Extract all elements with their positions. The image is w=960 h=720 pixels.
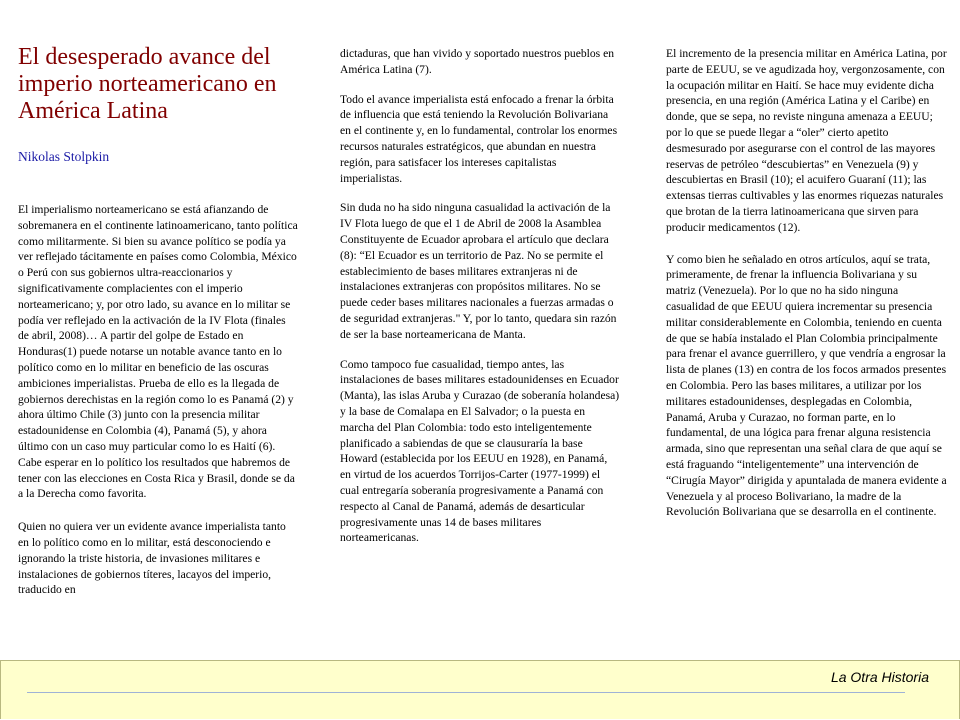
footer-divider	[27, 692, 905, 693]
paragraph: Como tampoco fue casualidad, tiempo antes, las instalaciones de bases militares estadounidenses en Ecuador (Manta), las islas Aruba y Curazao (de soberanía holandesa) y la base de Comalapa en El Salvador; o la puesta en marcha del Plan Colombia: todo esto inteligentemente planificado a sabiendas de que se clausuraría la base Howard (establecida por los EEUU en 1928), en Panamá, en virtud de los acuerdos Torrijos-Carter (1977-1999) el cual entregaría soberanía progresivamente a Panamá con respecto al Canal de Panamá, además de desarticular progresivamente unas 14 de bases militares norteamericanas.	[340, 357, 620, 545]
author-name: Nikolas Stolpkin	[18, 149, 110, 164]
paragraph: El imperialismo norteamericano se está afianzando de sobremanera en el continente latinoamericano, tanto política como militarmente. Si bien su avance político se podía ya ver reflejado tácitamente en países como Colombia, México o Perú con sus gobiernos ultra-reaccionarios y significativamente complacientes con el imperio norteamericano; y, por otro lado, su avance en lo militar se podía ver reflejado en la activación de la IV Flota (finales de abril, 2008)… A partir del golpe de Estado en Honduras(1) puede notarse un notable avance tanto en lo político como en lo militar en beneficio de las oscuras ambiciones imperialistas. Prueba de ello es la llegada de gobiernos derechistas en la región como lo es Panamá (2) y ahora último Chile (3) junto con la presencia militar estadounidense en Colombia (4), Panamá (5), y ahora último con un caso muy particular como lo es Haití (6). Cabe esperar en lo político los resultados que habremos de tener con las elecciones en Costa Rica y Brasil, donde se da a la Derecha como favorita.	[18, 203, 298, 501]
article-title: El desesperado avance del imperio norteamericano en América Latina	[18, 44, 277, 124]
column-2	[340, 46, 620, 546]
paragraph: Todo el avance imperialista está enfocado a frenar la órbita de influencia que está teniendo la Revolución Bolivariana en el continente y, en lo fundamental, controlar los enormes recursos naturales estratégicos, que abundan en nuestra región, para satisfacer los intereses capitalistas imperialistas.	[340, 92, 618, 185]
column-3	[666, 46, 948, 520]
column-1	[18, 202, 298, 598]
paragraph: dictaduras, que han vivido y soportado nuestros pueblos en América Latina (7).	[340, 47, 615, 76]
footer-label: La Otra Historia	[830, 669, 929, 685]
paragraph: Sin duda no ha sido ninguna casualidad la activación de la IV Flota luego de que el 1 de Abril de 2008 la Asamblea Constituyente de Ecuador aprobara el artículo que declara (8): “El Ecuador es un territorio de Paz. No se permite el establecimiento de bases militares extranjeras ni de instalaciones extranjeras con propósitos militares. No se puede ceder bases militares nacionales a fuerzas armadas o de seguridad extranjeras." Y, por lo tanto, quedara sin razón de ser la base norteamericana de Manta.	[340, 201, 617, 341]
footer-bar	[0, 660, 960, 719]
paragraph: Y como bien he señalado en otros artículos, aquí se trata, primeramente, de frenar la influencia Bolivariana y su matriz (Venezuela). Por lo que no ha sido ninguna casualidad de que EEUU quiera incrementar su presencia militar considerablemente en Colombia, teniendo en cuenta de que se había instalado el Plan Colombia principalmente para frenar el avance guerrillero, y que vendría a engrosar la lista de planes (13) en contra de los focos armados presentes en Colombia. Pero las bases militares, a utilizar por los militares estadounidenses, desplegadas en Colombia, Panamá, Aruba y Curazao, no forman parte, en lo fundamental, de una lógica para frenar alguna resistencia armada, sino que representan una señal clara de que aquí se está fraguando “inteligentemente” una intervención de “Cirugía Mayor” dirigida y apuntalada de manera evidente a Venezuela y al proceso Bolivariano, la madre de la Revolución Bolivariana que se desarrolla en el continente.	[666, 252, 947, 519]
paragraph: Quien no quiera ver un evidente avance imperialista tanto en lo político como en lo militar, está desconociendo e ignorando la triste historia, de invasiones militares e instalaciones de gobiernos títeres, lacayos del imperio, traducido en	[18, 520, 286, 597]
paragraph: El incremento de la presencia militar en América Latina, por parte de EEUU, se ve agudizada hoy, vergonzosamente, con la ocupación militar en Haití. Se hace muy evidente dicha presencia, en una región (América Latina y el Caribe) en donde, que se sepa, no reviste ninguna amenaza a EEUU; por lo que se puede llegar a “oler” cierto apetito desmesurado por asegurarse con el control de las mayores reservas de petróleo “descubiertas” en Venezuela (9) y descubiertas en Brasil (10); el acuifero Guaraní (11); las extensas tierras cultivables y las enormes riquezas naturales que brotan de la tierra latinoamericana que sirven para producir medicamentos (12).	[666, 47, 947, 234]
